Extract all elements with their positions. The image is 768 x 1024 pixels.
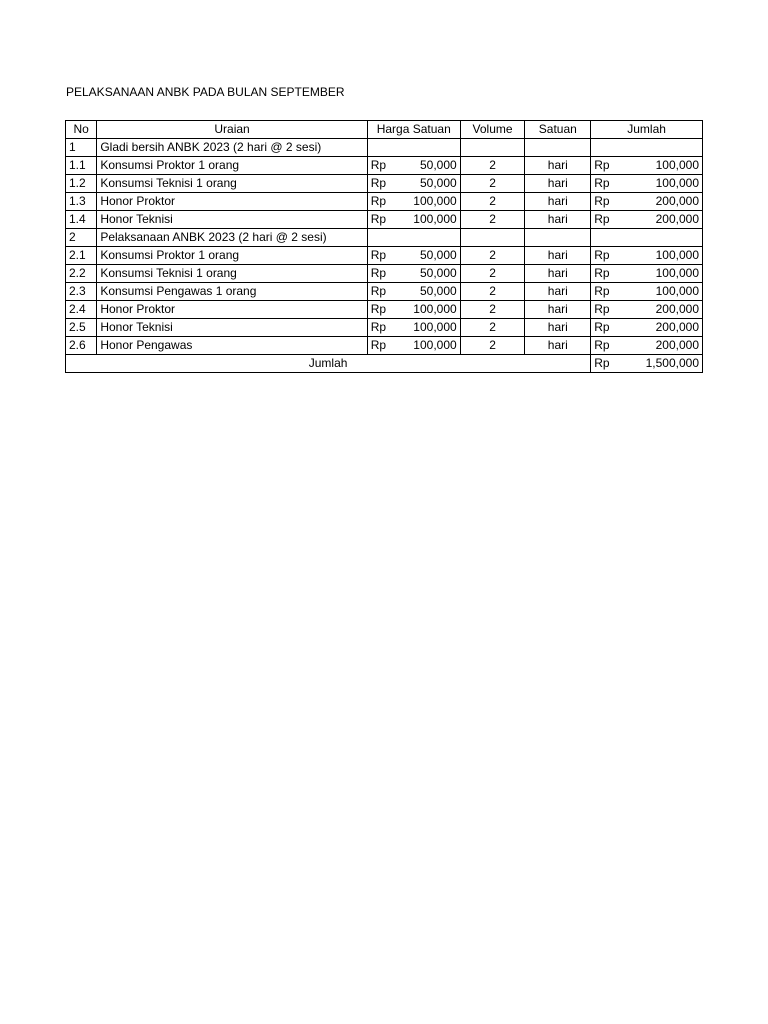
item-volume: 2 <box>460 175 525 193</box>
item-harga: 50,000 <box>392 175 460 193</box>
section-row <box>66 139 703 157</box>
item-satuan: hari <box>525 301 591 319</box>
item-satuan: hari <box>525 337 591 355</box>
item-harga: 100,000 <box>392 337 460 355</box>
item-harga: 50,000 <box>392 247 460 265</box>
table-row <box>66 211 703 229</box>
item-no: 1.3 <box>66 193 97 211</box>
header-uraian: Uraian <box>97 121 367 139</box>
section-empty-harga <box>367 139 460 157</box>
section-no: 2 <box>66 229 97 247</box>
item-jumlah: 100,000 <box>618 157 703 175</box>
section-empty-satuan <box>525 229 591 247</box>
budget-table <box>65 120 703 373</box>
item-volume: 2 <box>460 157 525 175</box>
item-harga-currency: Rp <box>367 175 392 193</box>
item-harga-currency: Rp <box>367 157 392 175</box>
item-satuan: hari <box>525 319 591 337</box>
section-empty-satuan <box>525 139 591 157</box>
item-no: 2.1 <box>66 247 97 265</box>
item-jumlah: 200,000 <box>618 301 703 319</box>
item-volume: 2 <box>460 319 525 337</box>
item-jumlah-currency: Rp <box>591 175 618 193</box>
section-no: 1 <box>66 139 97 157</box>
total-value: 1,500,000 <box>618 355 703 373</box>
header-no: No <box>66 121 97 139</box>
item-no: 1.2 <box>66 175 97 193</box>
section-empty-volume <box>460 139 525 157</box>
item-no: 2.3 <box>66 283 97 301</box>
item-harga-currency: Rp <box>367 265 392 283</box>
item-harga-currency: Rp <box>367 337 392 355</box>
item-jumlah: 100,000 <box>618 283 703 301</box>
item-jumlah-currency: Rp <box>591 319 618 337</box>
item-satuan: hari <box>525 265 591 283</box>
table-row <box>66 337 703 355</box>
item-harga-currency: Rp <box>367 319 392 337</box>
header-harga-satuan: Harga Satuan <box>367 121 460 139</box>
item-jumlah-currency: Rp <box>591 193 618 211</box>
item-harga: 100,000 <box>392 319 460 337</box>
document-title: PELAKSANAAN ANBK PADA BULAN SEPTEMBER <box>66 85 345 99</box>
item-harga: 100,000 <box>392 301 460 319</box>
item-uraian: Honor Teknisi <box>97 211 367 229</box>
table-row <box>66 319 703 337</box>
item-volume: 2 <box>460 265 525 283</box>
item-volume: 2 <box>460 283 525 301</box>
table-header-row <box>66 121 703 139</box>
item-jumlah-currency: Rp <box>591 247 618 265</box>
table-row <box>66 193 703 211</box>
item-satuan: hari <box>525 247 591 265</box>
item-jumlah-currency: Rp <box>591 265 618 283</box>
item-satuan: hari <box>525 175 591 193</box>
item-satuan: hari <box>525 211 591 229</box>
item-volume: 2 <box>460 247 525 265</box>
item-uraian: Konsumsi Teknisi 1 orang <box>97 175 367 193</box>
section-title: Pelaksanaan ANBK 2023 (2 hari @ 2 sesi) <box>97 229 367 247</box>
item-no: 2.6 <box>66 337 97 355</box>
table-row <box>66 301 703 319</box>
item-satuan: hari <box>525 283 591 301</box>
item-uraian: Konsumsi Pengawas 1 orang <box>97 283 367 301</box>
item-volume: 2 <box>460 193 525 211</box>
item-jumlah: 200,000 <box>618 337 703 355</box>
item-jumlah-currency: Rp <box>591 337 618 355</box>
section-row <box>66 229 703 247</box>
item-uraian: Honor Teknisi <box>97 319 367 337</box>
table-row <box>66 175 703 193</box>
item-harga-currency: Rp <box>367 247 392 265</box>
item-harga-currency: Rp <box>367 211 392 229</box>
item-no: 1.1 <box>66 157 97 175</box>
item-uraian: Honor Pengawas <box>97 337 367 355</box>
item-jumlah-currency: Rp <box>591 157 618 175</box>
table-row <box>66 157 703 175</box>
item-uraian: Konsumsi Teknisi 1 orang <box>97 265 367 283</box>
item-jumlah: 200,000 <box>618 211 703 229</box>
section-empty-jumlah <box>591 229 703 247</box>
item-volume: 2 <box>460 211 525 229</box>
item-jumlah-currency: Rp <box>591 301 618 319</box>
header-jumlah: Jumlah <box>591 121 703 139</box>
item-uraian: Honor Proktor <box>97 301 367 319</box>
item-harga: 100,000 <box>392 193 460 211</box>
item-no: 1.4 <box>66 211 97 229</box>
item-harga-currency: Rp <box>367 301 392 319</box>
table-body <box>66 139 703 373</box>
header-satuan: Satuan <box>525 121 591 139</box>
item-jumlah-currency: Rp <box>591 283 618 301</box>
item-volume: 2 <box>460 301 525 319</box>
item-volume: 2 <box>460 337 525 355</box>
item-jumlah-currency: Rp <box>591 211 618 229</box>
item-harga: 50,000 <box>392 283 460 301</box>
item-uraian: Konsumsi Proktor 1 orang <box>97 157 367 175</box>
total-label: Jumlah <box>66 355 591 373</box>
item-no: 2.4 <box>66 301 97 319</box>
section-title: Gladi bersih ANBK 2023 (2 hari @ 2 sesi) <box>97 139 367 157</box>
item-jumlah: 200,000 <box>618 319 703 337</box>
item-jumlah: 100,000 <box>618 265 703 283</box>
section-empty-jumlah <box>591 139 703 157</box>
item-satuan: hari <box>525 157 591 175</box>
header-volume: Volume <box>460 121 525 139</box>
table-row <box>66 283 703 301</box>
item-satuan: hari <box>525 193 591 211</box>
table-row <box>66 265 703 283</box>
item-harga-currency: Rp <box>367 283 392 301</box>
item-harga: 50,000 <box>392 265 460 283</box>
item-jumlah: 100,000 <box>618 247 703 265</box>
item-harga: 100,000 <box>392 211 460 229</box>
section-empty-volume <box>460 229 525 247</box>
table-row <box>66 247 703 265</box>
item-jumlah: 100,000 <box>618 175 703 193</box>
item-jumlah: 200,000 <box>618 193 703 211</box>
item-no: 2.5 <box>66 319 97 337</box>
item-uraian: Konsumsi Proktor 1 orang <box>97 247 367 265</box>
item-harga-currency: Rp <box>367 193 392 211</box>
item-no: 2.2 <box>66 265 97 283</box>
total-row <box>66 355 703 373</box>
section-empty-harga <box>367 229 460 247</box>
item-harga: 50,000 <box>392 157 460 175</box>
total-currency: Rp <box>591 355 618 373</box>
item-uraian: Honor Proktor <box>97 193 367 211</box>
